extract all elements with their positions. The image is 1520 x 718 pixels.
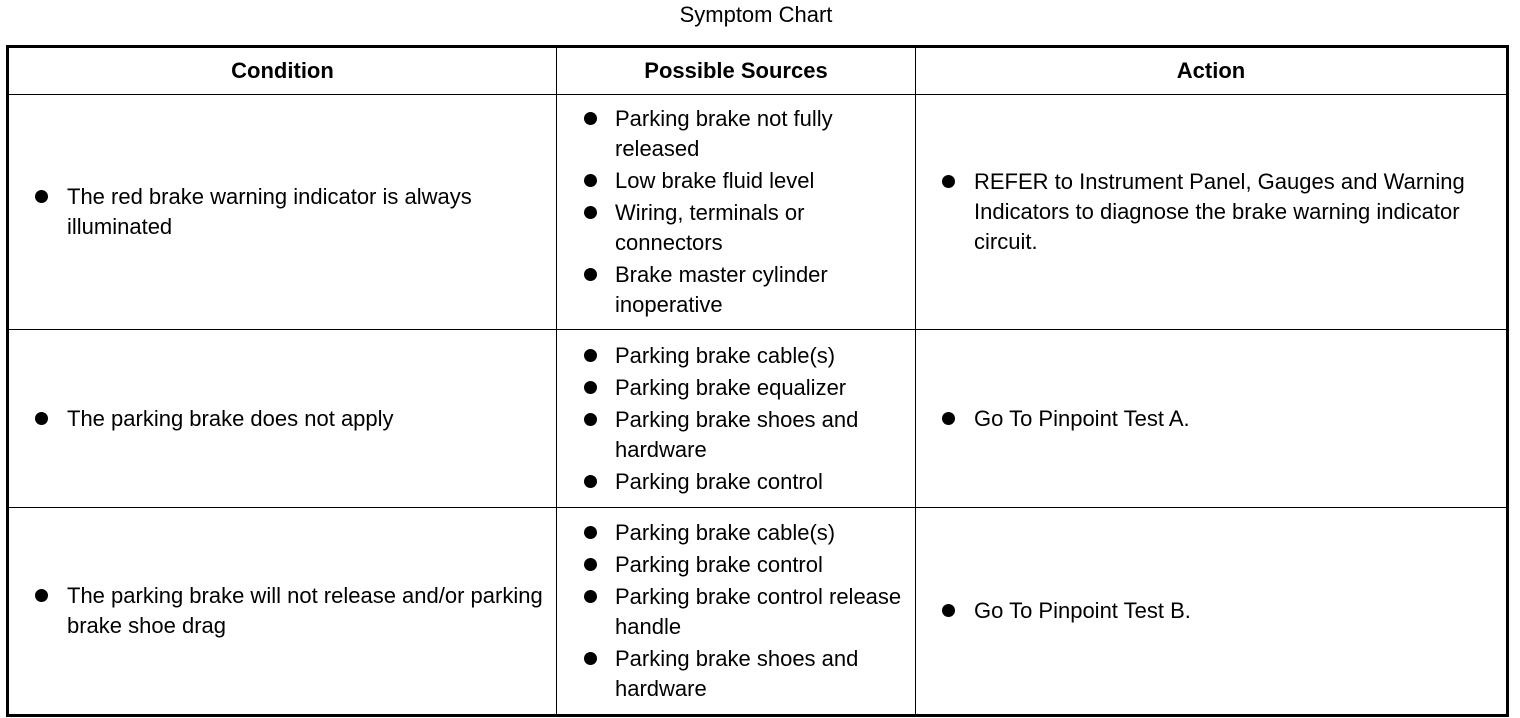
bullet-icon xyxy=(584,590,597,603)
bullet-icon xyxy=(584,268,597,281)
source-text: Low brake fluid level xyxy=(615,168,815,193)
source-item xyxy=(557,341,915,371)
action-item xyxy=(916,167,1506,257)
bullet-icon xyxy=(584,475,597,488)
bullet-icon xyxy=(584,206,597,219)
source-text: Parking brake cable(s) xyxy=(615,520,836,545)
bullet-icon xyxy=(35,589,48,602)
header-action: Action xyxy=(916,47,1508,95)
header-possible-sources: Possible Sources xyxy=(557,47,916,95)
bullet-icon xyxy=(942,175,955,188)
source-text: Parking brake control xyxy=(615,468,823,494)
bullet-icon xyxy=(584,349,597,362)
source-text: Parking brake cable(s) xyxy=(615,342,836,368)
source-text: Wiring, terminals or connectors xyxy=(615,200,805,255)
bullet-icon xyxy=(584,174,597,187)
source-item xyxy=(557,405,915,465)
condition-text: The parking brake will not release and/or parking brake shoe drag xyxy=(67,583,543,638)
bullet-icon xyxy=(35,190,48,203)
bullet-icon xyxy=(584,381,597,394)
source-text: Parking brake equalizer xyxy=(615,374,847,400)
source-text: Parking brake control xyxy=(615,552,823,577)
condition-item xyxy=(9,581,556,641)
bullet-icon xyxy=(584,558,597,571)
header-row xyxy=(8,47,1508,95)
bullet-icon xyxy=(584,413,597,426)
header-condition: Condition xyxy=(8,47,557,95)
source-item xyxy=(557,467,915,497)
symptom-chart-table xyxy=(6,45,1509,717)
source-item xyxy=(557,518,915,548)
action-cell xyxy=(916,508,1508,716)
source-item xyxy=(557,198,915,258)
possible-sources-cell xyxy=(557,508,916,716)
action-text: REFER to Instrument Panel, Gauges and Warning Indicators to diagnose the brake warning indicator circuit. xyxy=(974,169,1465,254)
table-caption: Symptom Chart xyxy=(679,2,833,27)
source-item xyxy=(557,644,915,704)
source-item xyxy=(557,550,915,580)
action-item xyxy=(916,404,1506,434)
source-text: Parking brake shoes and hardware xyxy=(615,646,859,701)
action-text: Go To Pinpoint Test B. xyxy=(974,598,1191,623)
source-item xyxy=(557,373,915,403)
source-text: Parking brake not fully released xyxy=(615,106,833,161)
source-item xyxy=(557,166,915,196)
table-row xyxy=(8,330,1508,508)
condition-cell xyxy=(8,95,557,330)
possible-sources-cell xyxy=(557,330,916,508)
action-text: Go To Pinpoint Test A. xyxy=(974,405,1190,431)
bullet-icon xyxy=(35,412,48,425)
source-text: Parking brake control release handle xyxy=(615,584,902,639)
bullet-icon xyxy=(942,604,955,617)
condition-cell xyxy=(8,508,557,716)
source-item xyxy=(557,582,915,642)
action-cell xyxy=(916,95,1508,330)
action-cell xyxy=(916,330,1508,508)
action-item xyxy=(916,596,1506,626)
table-row xyxy=(8,508,1508,716)
table-row xyxy=(8,95,1508,330)
condition-cell xyxy=(8,330,557,508)
source-item xyxy=(557,260,915,320)
condition-text: The red brake warning indicator is always illuminated xyxy=(67,184,472,239)
condition-text: The parking brake does not apply xyxy=(67,405,394,431)
bullet-icon xyxy=(942,412,955,425)
bullet-icon xyxy=(584,652,597,665)
source-text: Brake master cylinder inoperative xyxy=(615,262,828,317)
possible-sources-cell xyxy=(557,95,916,330)
source-item xyxy=(557,104,915,164)
bullet-icon xyxy=(584,526,597,539)
source-text: Parking brake shoes and hardware xyxy=(615,406,859,462)
condition-item xyxy=(9,404,556,434)
condition-item xyxy=(9,182,556,242)
bullet-icon xyxy=(584,112,597,125)
